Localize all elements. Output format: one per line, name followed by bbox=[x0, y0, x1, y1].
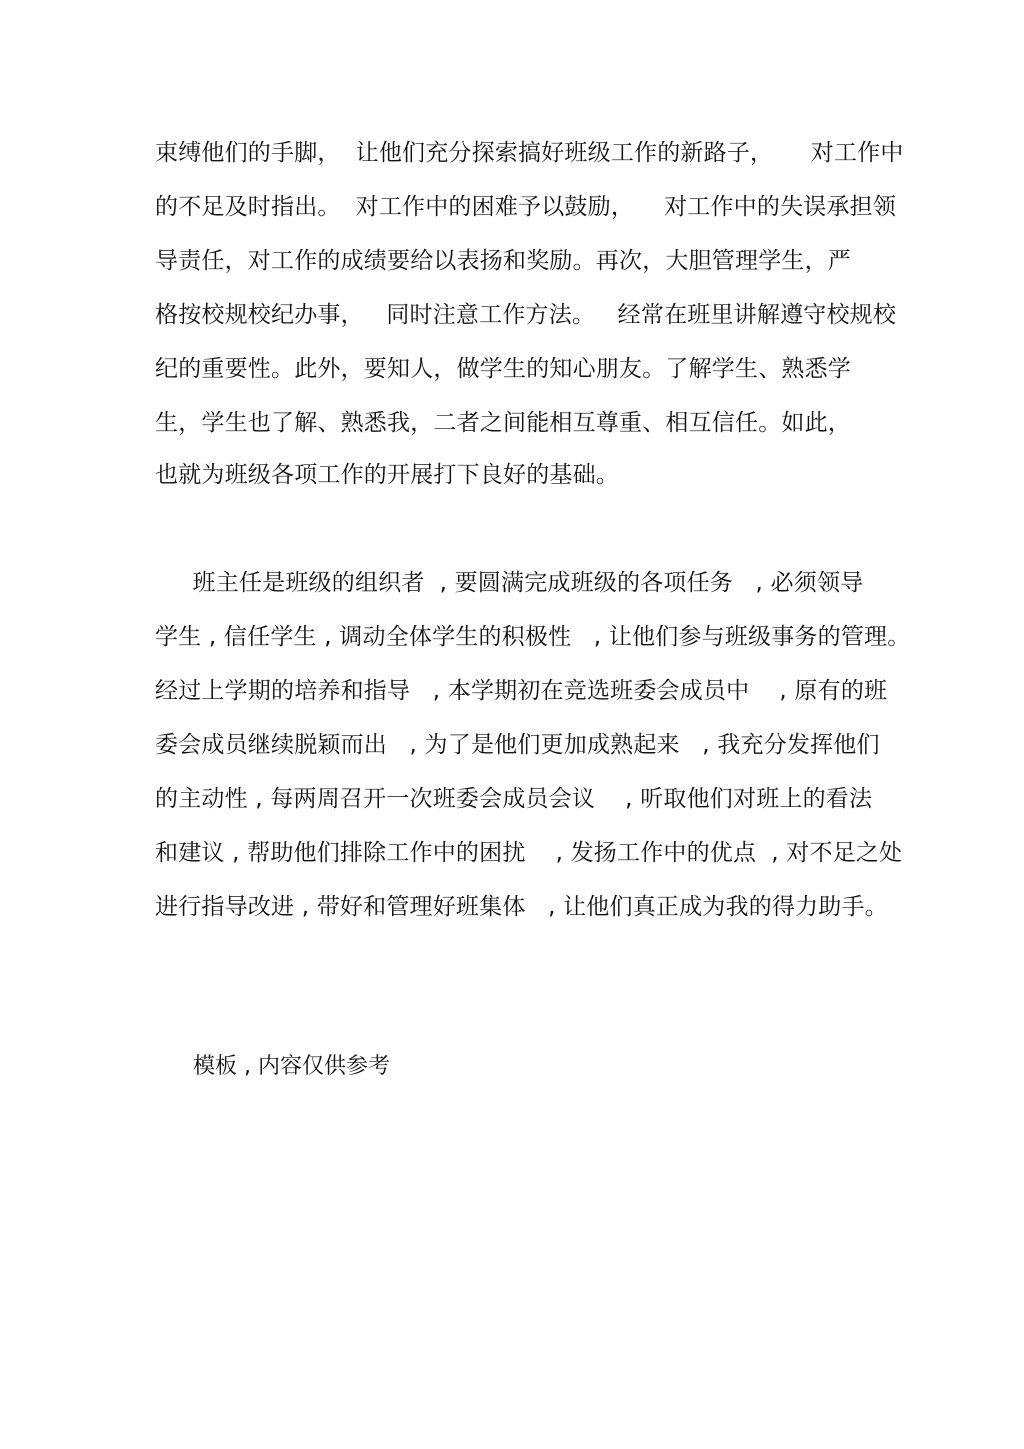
paragraph-2-line: 班主任是班级的组织者 , 要圆满完成班级的各项任务 , 必须领导 bbox=[155, 570, 864, 596]
template-disclaimer: 模板 , 内容仅供参考 bbox=[193, 1054, 390, 1079]
paragraph-1-line: 也就为班级各项工作的开展打下良好的基础。 bbox=[155, 462, 619, 488]
paragraph-2-line: 委会成员继续脱颖而出 , 为了是他们更加成熟起来 , 我充分发挥他们 bbox=[155, 732, 880, 758]
paragraph-1-line: 束缚他们的手脚， 让他们充分探索搞好班级工作的新路子， 对工作中 bbox=[155, 140, 904, 166]
paragraph-1-line: 格按校规校纪办事， 同时注意工作方法。 经常在班里讲解遵守校规校 bbox=[155, 302, 897, 328]
paragraph-2-line: 经过上学期的培养和指导 , 本学期初在竞选班委会成员中 , 原有的班 bbox=[155, 678, 888, 704]
paragraph-1-line: 生，学生也了解、熟悉我，二者之间能相互尊重、相互信任。如此， bbox=[155, 410, 851, 436]
paragraph-2-line: 和建议 , 帮助他们排除工作中的困扰 , 发扬工作中的优点 , 对不足之处 bbox=[155, 840, 903, 866]
paragraph-2-line: 进行指导改进 , 带好和管理好班集体 , 让他们真正成为我的得力助手。 bbox=[155, 894, 888, 920]
paragraph-1-line: 纪的重要性。此外，要知人，做学生的知心朋友。了解学生、熟悉学 bbox=[155, 356, 851, 382]
paragraph-1-line: 的不足及时指出。 对工作中的困难予以鼓励， 对工作中的失误承担领 bbox=[155, 194, 897, 220]
paragraph-1-line: 导责任，对工作的成绩要给以表扬和奖励。再次，大胆管理学生，严 bbox=[155, 248, 851, 274]
paragraph-2-line: 的主动性 , 每两周召开一次班委会成员会议 , 听取他们对班上的看法 bbox=[155, 786, 873, 812]
paragraph-2-line: 学生 , 信任学生 , 调动全体学生的积极性 , 让他们参与班级事务的管理。 bbox=[155, 624, 911, 650]
